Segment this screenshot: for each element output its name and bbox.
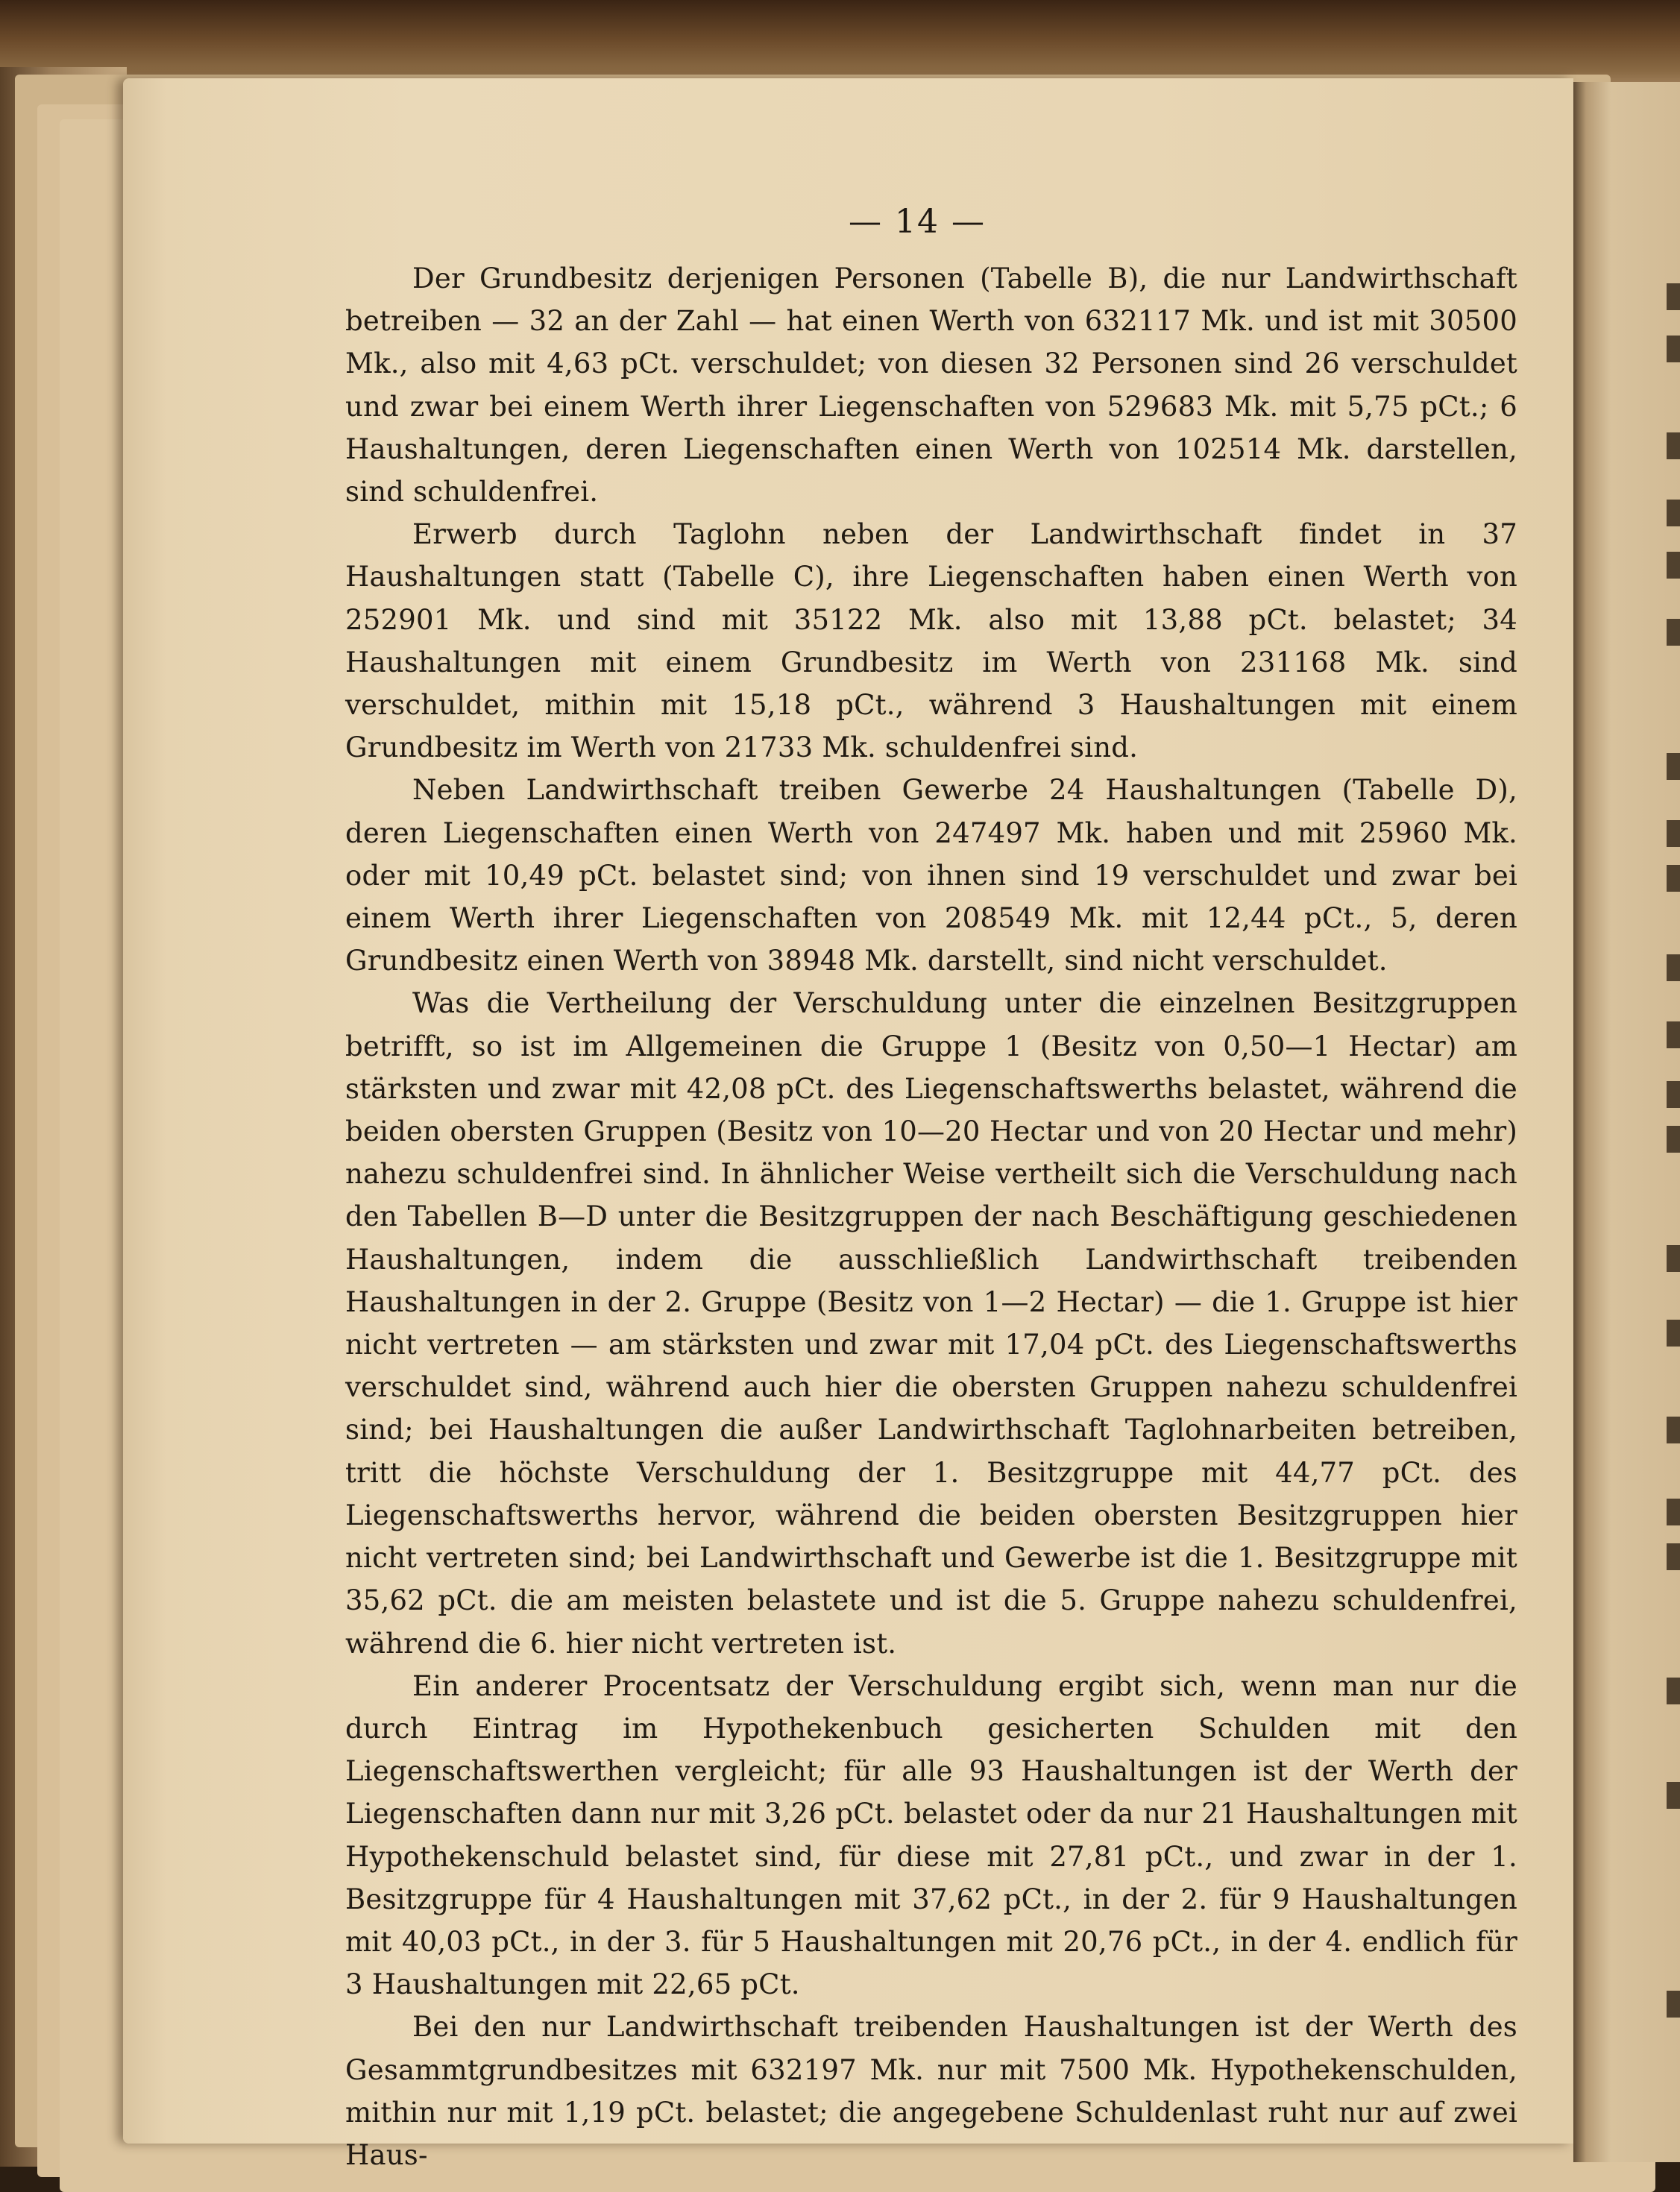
facing-page-letter-fragment bbox=[1667, 1782, 1680, 1809]
facing-page-letter-fragment bbox=[1667, 1126, 1680, 1153]
facing-page-letter-fragment bbox=[1667, 1021, 1680, 1048]
facing-page-letter-fragment bbox=[1667, 1081, 1680, 1108]
facing-page-letter-fragment bbox=[1667, 552, 1680, 579]
body-text bbox=[345, 257, 1517, 2176]
paragraph: Was die Vertheilung der Verschuldung unter die einzelnen Besitzgruppen betrifft, so ist im Allgemeinen die Gruppe 1 (Besitz von 0,50—1 Hectar) am stärksten und zwar mit 42,08 pCt. des Liegenschaftswerths belastet, während die beiden obersten Gruppen (Besitz von 10—20 Hectar und von 20 Hectar und mehr) nahezu schuldenfrei sind. In ähnlicher Weise vertheilt sich die Verschuldung nach den Tabellen B—D unter die Besitzgruppen der nach Beschäftigung geschiedenen Haushaltungen, indem die ausschließlich Landwirthschaft treibenden Haushaltungen in der 2. Gruppe (Besitz von 1—2 Hectar) — die 1. Gruppe ist hier nicht vertreten — am stärksten und zwar mit 17,04 pCt. des Liegenschaftswerths verschuldet sind, während auch hier die obersten Gruppen nahezu schuldenfrei sind; bei Haushaltungen die außer Landwirthschaft Taglohnarbeiten betreiben, tritt die höchste Verschuldung der 1. Besitzgruppe mit 44,77 pCt. des Liegenschaftswerths hervor, während die beiden obersten Besitzgruppen hier nicht vertreten sind; bei Landwirthschaft und Gewerbe ist die 1. Besitzgruppe mit 35,62 pCt. die am meisten belastete und ist die 5. Gruppe nahezu schuldenfrei, während die 6. hier nicht vertreten ist. bbox=[345, 987, 1517, 1660]
facing-page-letter-fragment bbox=[1667, 432, 1680, 459]
paragraph: Erwerb durch Taglohn neben der Landwirthschaft findet in 37 Haushaltungen statt (Tabelle C), ihre Liegenschaften haben einen Werth von 252901 Mk. und sind mit 35122 Mk. also mit 13,88 pCt. belastet; 34 Haushaltungen mit einem Grundbesitz im Werth von 231168 Mk. sind verschuldet, mithin mit 15,18 pCt., während 3 Haushaltungen mit einem Grundbesitz im Werth von 21733 Mk. schuldenfrei sind. bbox=[345, 518, 1517, 764]
page-number: — 14 — bbox=[849, 203, 986, 241]
facing-page-letter-fragment bbox=[1667, 954, 1680, 981]
paragraph: Neben Landwirthschaft treiben Gewerbe 24 Haushaltungen (Tabelle D), deren Liegenschaften einen Werth von 247497 Mk. haben und mit 25960 Mk. oder mit 10,49 pCt. belastet sind; von ihnen sind 19 verschuldet und zwar bei einem Werth ihrer Liegenschaften von 208549 Mk. mit 12,44 pCt., 5, deren Grundbesitz einen Werth von 38948 Mk. darstellt, sind nicht verschuldet. bbox=[345, 774, 1517, 977]
facing-page-letter-fragment bbox=[1667, 619, 1680, 646]
facing-page-letter-fragment bbox=[1667, 1678, 1680, 1704]
facing-page-letter-fragment bbox=[1667, 1543, 1680, 1570]
facing-page-letter-fragment bbox=[1667, 283, 1680, 310]
paragraph: Bei den nur Landwirthschaft treibenden Haushaltungen ist der Werth des Gesammtgrundbesitzes mit 632197 Mk. nur mit 7500 Mk. Hypothekenschulden, mithin nur mit 1,19 pCt. belastet; die angegebene Schuldenlast ruht nur auf zwei Haus- bbox=[345, 2011, 1517, 2171]
facing-page-edge bbox=[1573, 82, 1680, 2162]
facing-page-letter-fragment bbox=[1667, 865, 1680, 892]
paragraph: Der Grundbesitz derjenigen Personen (Tabelle B), die nur Landwirthschaft betreiben — 32 an der Zahl — hat einen Werth von 632117 Mk. und ist mit 30500 Mk., also mit 4,63 pCt. verschuldet; von diesen 32 Personen sind 26 verschuldet und zwar bei einem Werth ihrer Liegenschaften von 529683 Mk. mit 5,75 pCt.; 6 Haushaltungen, deren Liegenschaften einen Werth von 102514 Mk. darstellen, sind schuldenfrei. bbox=[345, 262, 1517, 508]
facing-page-letter-fragment bbox=[1667, 1991, 1680, 2018]
facing-page-letter-fragment bbox=[1667, 1499, 1680, 1525]
facing-page-letter-fragment bbox=[1667, 500, 1680, 526]
paragraph: Ein anderer Procentsatz der Verschuldung ergibt sich, wenn man nur die durch Eintrag im Hypothekenbuch gesicherten Schulden mit den Liegenschaftswerthen vergleicht; für alle 93 Haushaltungen ist der Werth der Liegenschaften dann nur mit 3,26 pCt. belastet oder da nur 21 Haushaltungen mit Hypothekenschuld belastet sind, für diese mit 27,81 pCt., und zwar in der 1. Besitzgruppe für 4 Haushaltungen mit 37,62 pCt., in der 2. für 9 Haushaltungen mit 40,03 pCt., in der 3. für 5 Haushaltungen mit 20,76 pCt., in der 4. endlich für 3 Haushaltungen mit 22,65 pCt. bbox=[345, 1669, 1517, 2001]
facing-page-letter-fragment bbox=[1667, 1320, 1680, 1347]
facing-page-letter-fragment bbox=[1667, 336, 1680, 362]
facing-page-letter-fragment bbox=[1667, 753, 1680, 780]
facing-page-letter-fragment bbox=[1667, 1417, 1680, 1443]
facing-page-letter-fragment bbox=[1667, 820, 1680, 847]
facing-page-letter-fragment bbox=[1667, 1245, 1680, 1272]
